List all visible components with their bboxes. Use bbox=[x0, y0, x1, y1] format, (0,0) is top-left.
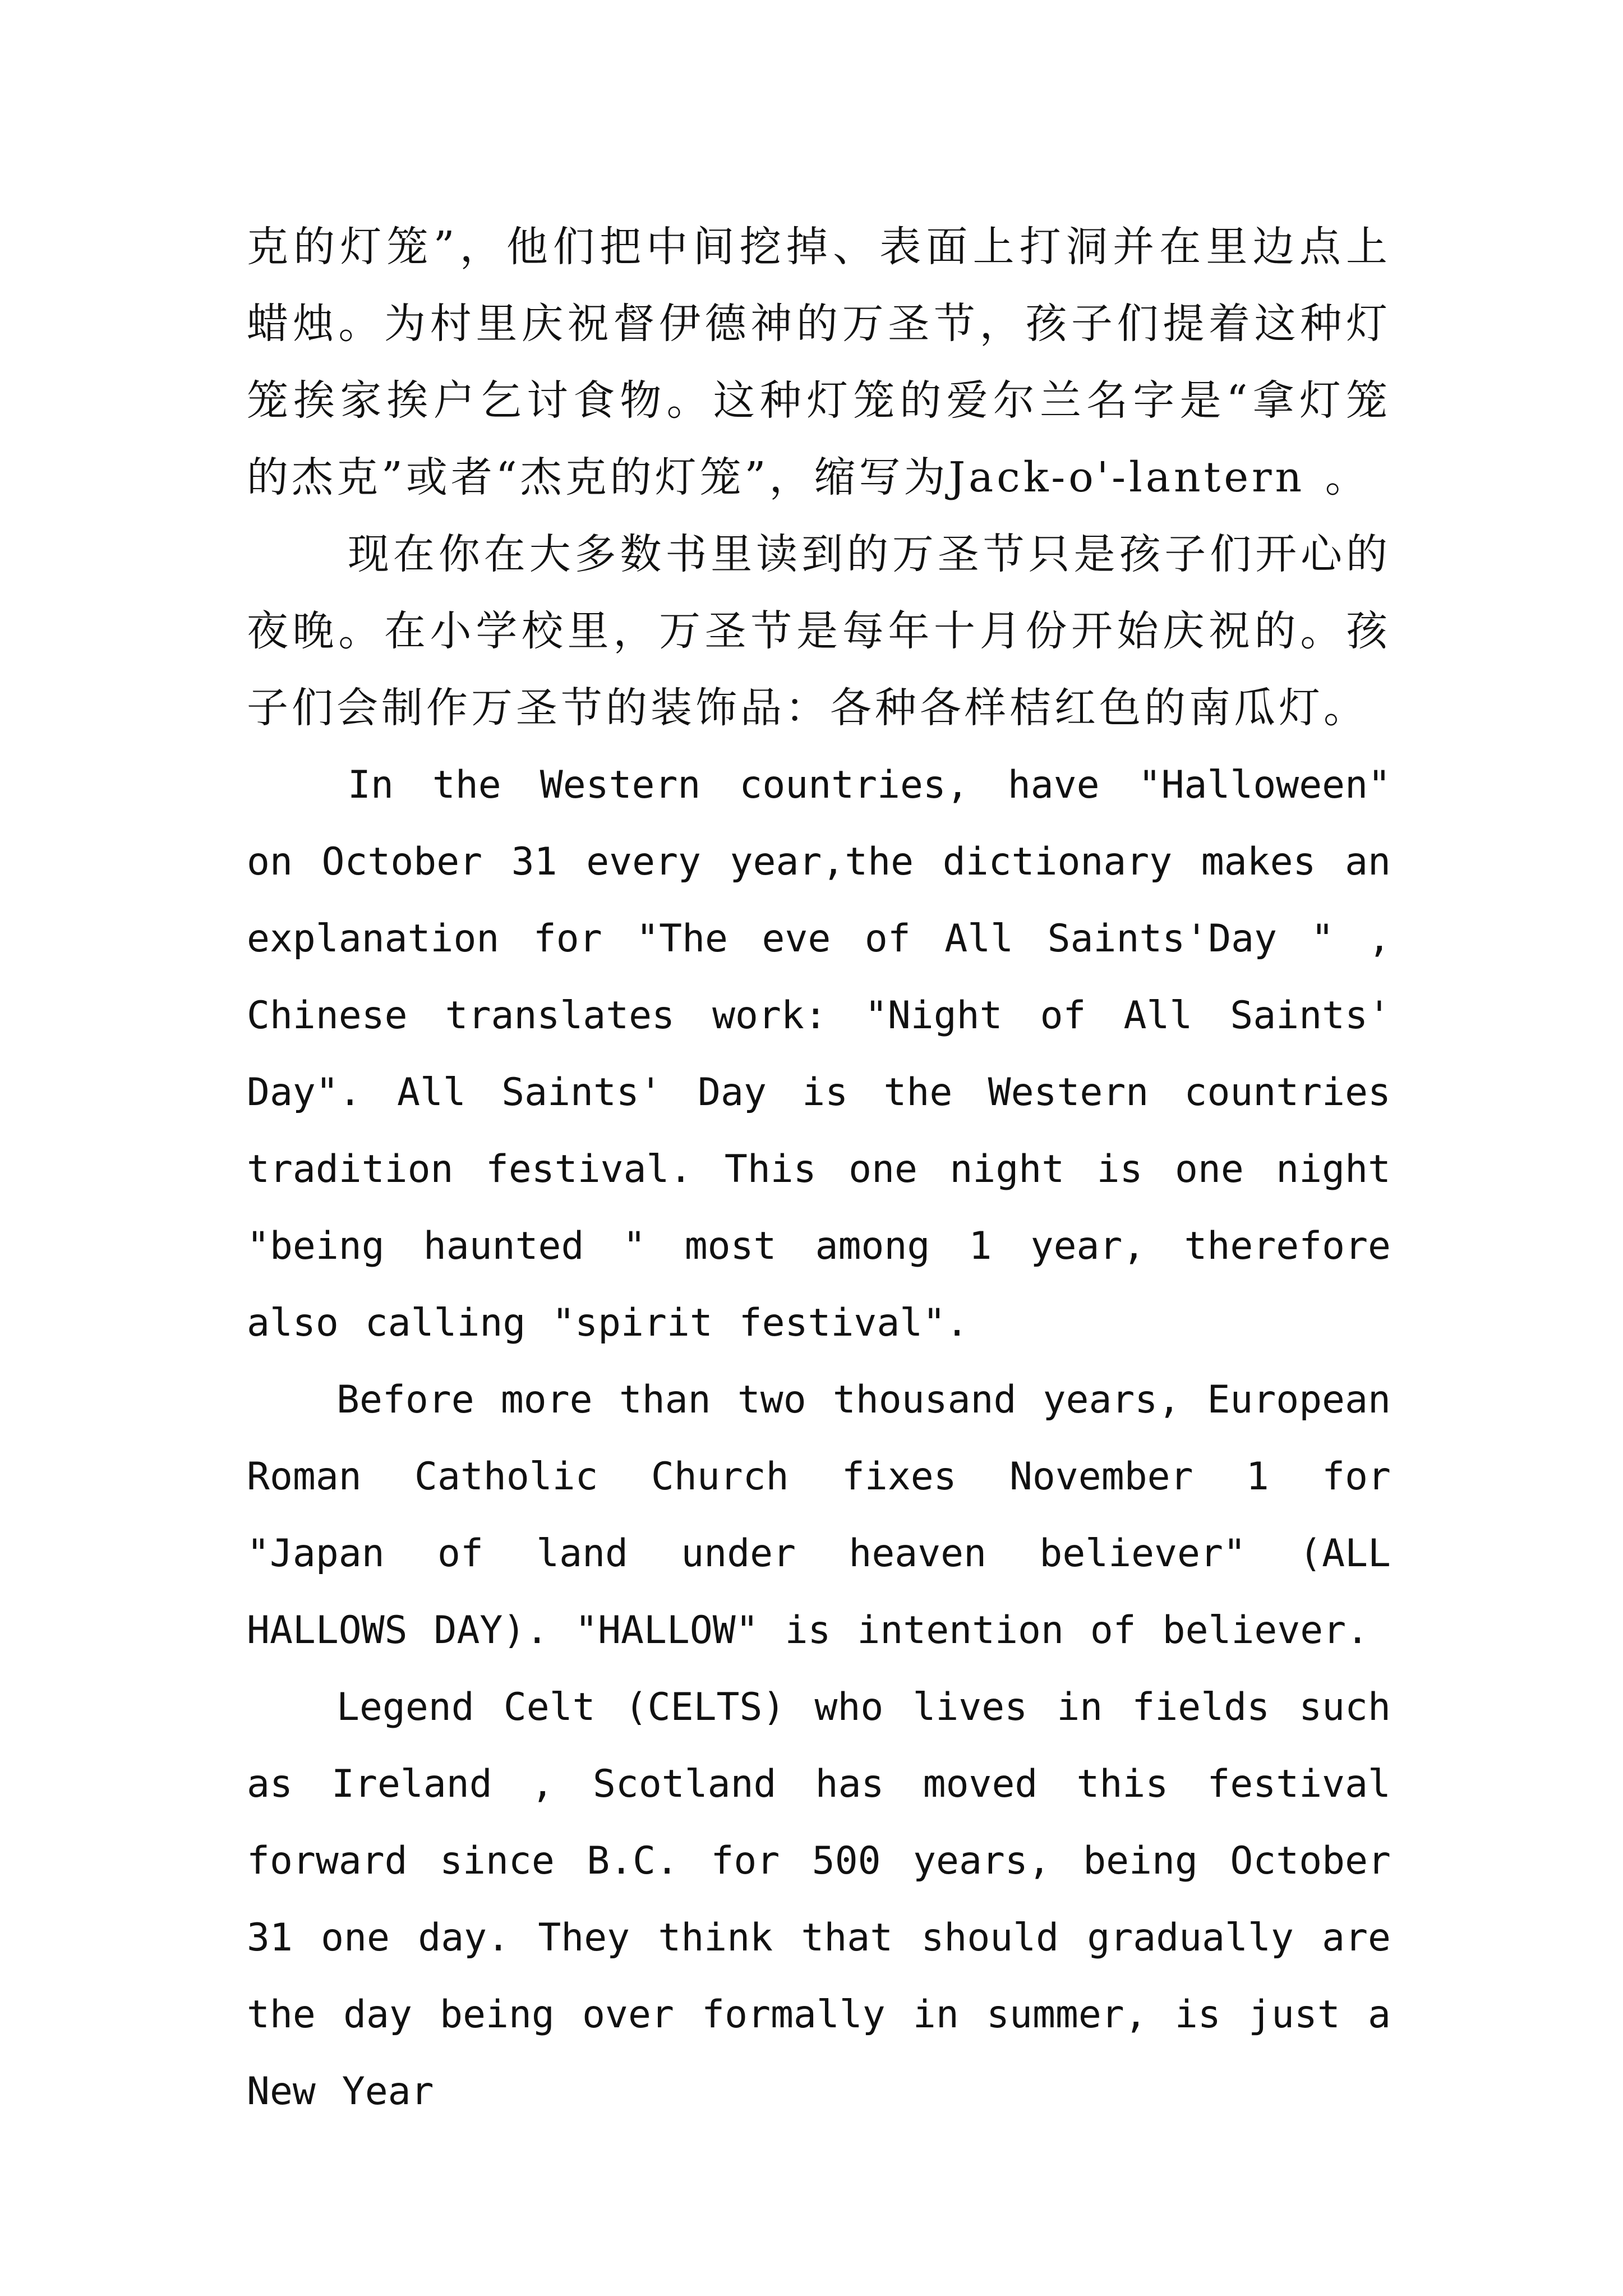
paragraph-4: Before more than two thousand years, European Roman Catholic Church fixes November 1 for "Japan of land under heaven believer" (ALL HALLOWS DAY). "HALLOW" is intention of believer. bbox=[247, 1378, 1391, 1653]
paragraph-1: 克的灯笼”，他们把中间挖掉、表面上打洞并在里边点上蜡烛。为村里庆祝督伊德神的万圣节，孩子们提着这种灯笼挨家挨户乞讨食物。这种灯笼的爱尔兰名字是“拿灯笼的杰克”或者“杰克的灯笼”，缩写为Jack-o'-lantern 。 bbox=[247, 223, 1391, 501]
document-body bbox=[247, 209, 1391, 2130]
paragraph-3: In the Western countries, have "Halloween" on October 31 every year,the dictionary makes an explanation for "The eve of All Saints'Day " , Chinese translates work: "Night of All Saints' Day". All Saints' Day is the Western countries tradition festival. This one night is one night "being haunted " most among 1 year, therefore also calling "spirit festival". bbox=[247, 763, 1391, 1345]
paragraph-2: 现在你在大多数书里读到的万圣节只是孩子们开心的夜晚。在小学校里，万圣节是每年十月份开始庆祝的。孩子们会制作万圣节的装饰品：各种各样桔红色的南瓜灯。 bbox=[247, 530, 1391, 732]
paragraph-5: Legend Celt (CELTS) who lives in fields such as Ireland , Scotland has moved this festival forward since B.C. for 500 years, being October 31 one day. They think that should gradually are the day being over formally in summer, is just a New Year bbox=[247, 1685, 1391, 2114]
